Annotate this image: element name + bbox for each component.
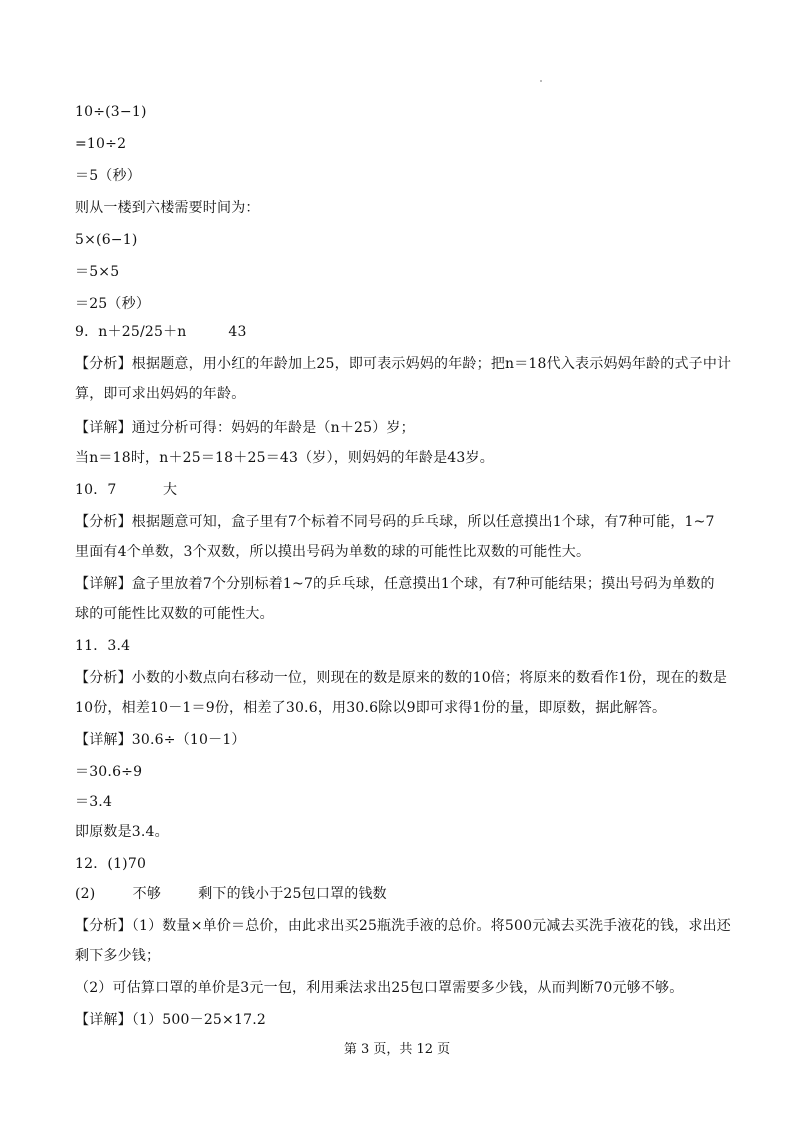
text-line: 里面有4个单数，3个双数，所以摸出号码为单数的球的可能性比双数的可能性大。	[75, 544, 591, 560]
text-line: (2) 不够 剩下的钱小于25包口罩的钱数	[75, 886, 387, 902]
text-line: 【分析】（1）数量×单价＝总价，由此求出买25瓶洗手液的总价。将500元减去买洗手液花的钱，求出还	[75, 918, 731, 934]
text-line: 10份，相差10－1＝9份，相差了30.6，用30.6除以9即可求得1份的量，即原数，据此解答。	[75, 700, 667, 716]
text-line: ＝3.4	[75, 794, 113, 810]
question-10-answer: 10．7 大	[75, 482, 178, 498]
question-12-answer: 12．(1)70	[75, 856, 147, 872]
text-line: 【详解】（1）500－25×17.2	[75, 1012, 266, 1028]
text-line: ＝5×5	[75, 264, 120, 280]
text-line: 则从一楼到六楼需要时间为：	[75, 200, 260, 216]
text-line: （2）可估算口罩的单价是3元一包，利用乘法求出25包口罩需要多少钱，从而判断70元够不够。	[75, 980, 684, 996]
text-line: 10÷(3−1)	[75, 104, 147, 120]
text-line: ＝30.6÷9	[75, 764, 143, 780]
text-line: 算，即可求出妈妈的年龄。	[75, 386, 246, 402]
text-line: 当n＝18时，n＋25＝18＋25＝43（岁），则妈妈的年龄是43岁。	[75, 450, 494, 466]
text-line: 【分析】根据题意可知，盒子里有7个标着不同号码的乒乓球，所以任意摸出1个球，有7种可能，1~7	[75, 514, 715, 530]
text-line: 【分析】小数的小数点向右移动一位，则现在的数是原来的数的10倍；将原来的数看作1份，现在的数是	[75, 670, 728, 686]
text-line: ＝5（秒）	[75, 168, 141, 184]
text-line: 【详解】通过分析可得：妈妈的年龄是（n＋25）岁；	[75, 420, 415, 436]
text-line: 【详解】盒子里放着7个分别标着1~7的乒乓球，任意摸出1个球，有7种可能结果；摸出号码为单数的	[75, 576, 715, 592]
text-line: 【详解】30.6÷（10－1）	[75, 732, 246, 748]
text-line: 即原数是3.4。	[75, 824, 169, 840]
text-line: =10÷2	[75, 136, 127, 152]
text-line: 球的可能性比双数的可能性大。	[75, 606, 274, 622]
text-line: 剩下多少钱；	[75, 948, 161, 964]
question-11-answer: 11．3.4	[75, 638, 131, 654]
page-footer: 第 3 页，共 12 页	[343, 1042, 451, 1057]
text-line: 【分析】根据题意，用小红的年龄加上25，即可表示妈妈的年龄；把n＝18代入表示妈妈年龄的式子中计	[75, 356, 732, 372]
question-9-answer: 9．n＋25/25＋n 43	[75, 324, 247, 340]
text-line: 5×(6−1)	[75, 232, 138, 248]
text-line: ＝25（秒）	[75, 296, 151, 312]
decorative-dot	[540, 80, 542, 82]
